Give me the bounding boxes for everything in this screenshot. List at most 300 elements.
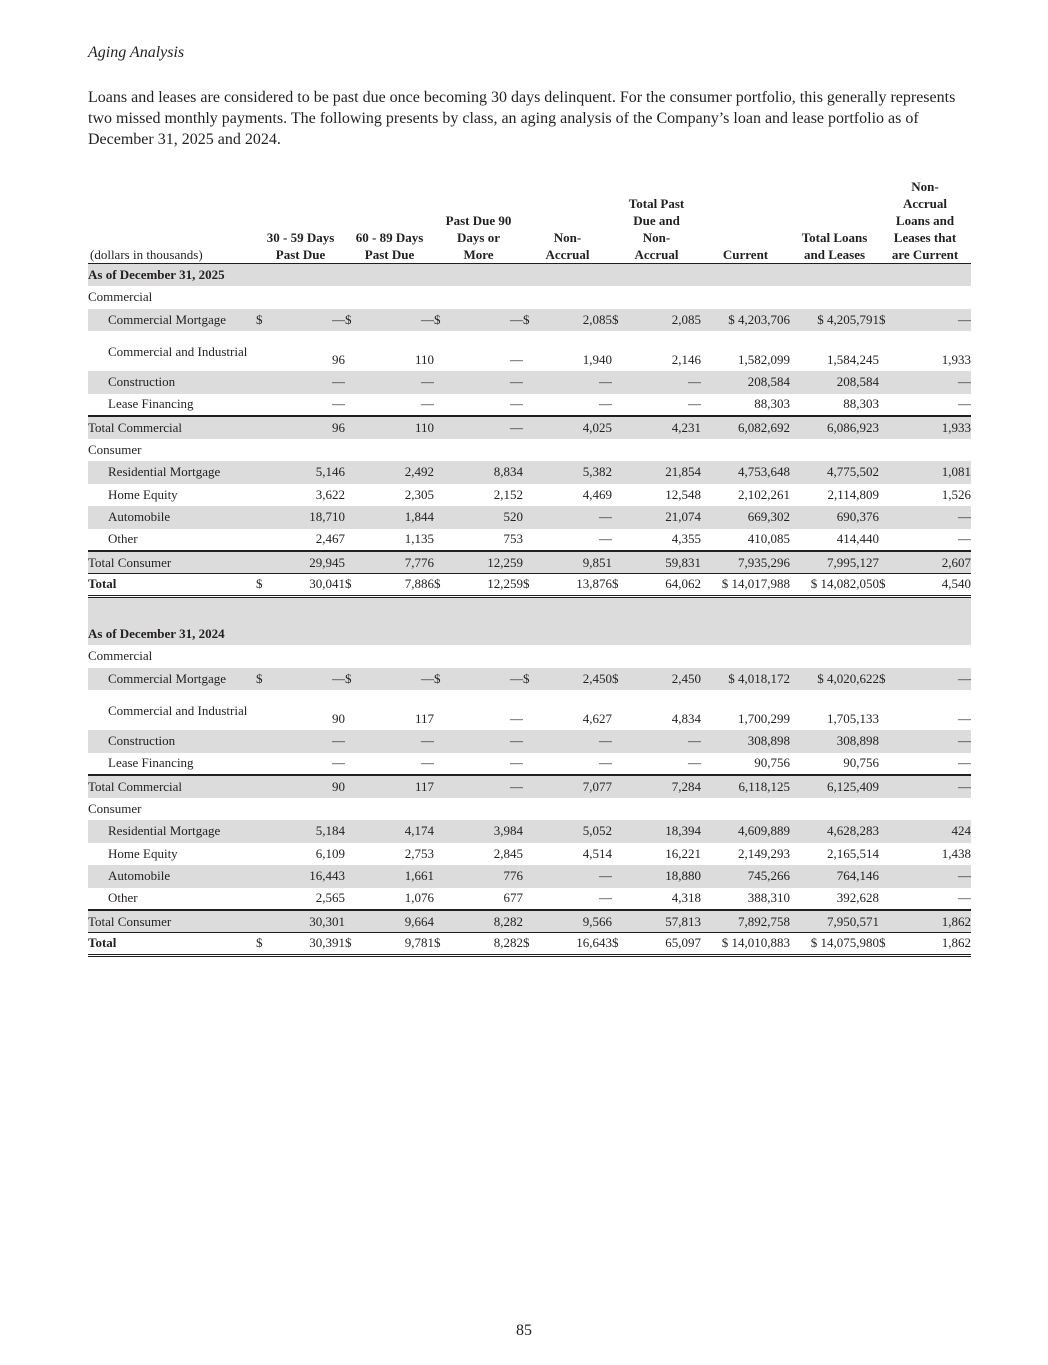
cell-value: 745,266 [701, 865, 790, 888]
currency-sign [345, 484, 363, 507]
row-label: Consumer [88, 441, 142, 457]
cell-value: 1,076 [404, 890, 434, 906]
cell-value: 4,753,648 [701, 461, 790, 484]
cell-value: — [599, 396, 613, 412]
currency-sign [345, 843, 363, 866]
table-row [88, 461, 971, 484]
currency-sign [434, 331, 452, 371]
subtotal-row [88, 775, 971, 798]
cell-value: 57,813 [630, 910, 701, 933]
cell-value: — [274, 309, 345, 332]
currency-sign [612, 529, 630, 552]
currency-sign [612, 331, 630, 371]
cell-value: 5,052 [541, 820, 612, 843]
cell-value: 9,566 [541, 910, 612, 933]
cell-value: — [897, 865, 971, 888]
cell-value: 1,582,099 [738, 352, 791, 367]
cell-value: 90 [332, 711, 345, 726]
currency-sign [434, 529, 452, 552]
row-label: Total Consumer [88, 910, 256, 933]
cell-value: 18,710 [274, 506, 345, 529]
subtotal-row [88, 416, 971, 439]
currency-sign [523, 416, 541, 439]
currency-sign [879, 461, 897, 484]
cell-value: 1,438 [941, 845, 972, 861]
cell-value: — [363, 371, 434, 394]
currency-sign [256, 416, 274, 439]
row-label: Total [88, 574, 256, 597]
currency-sign [879, 730, 897, 753]
currency-sign [523, 753, 541, 776]
currency-sign [523, 394, 541, 417]
currency-sign [256, 865, 274, 888]
cell-value: — [541, 865, 612, 888]
cell-value: — [688, 755, 702, 771]
cell-value: — [958, 755, 972, 771]
currency-sign [345, 529, 363, 552]
cell-value: 16,443 [274, 865, 345, 888]
row-label: Automobile [88, 506, 256, 529]
currency-sign [612, 730, 630, 753]
column-header: Total Loans and Leases [801, 230, 868, 262]
currency-sign [434, 865, 452, 888]
cell-value: 2,152 [493, 486, 523, 502]
table-row [88, 394, 971, 417]
row-label: Total Commercial [88, 416, 256, 439]
currency-sign [434, 551, 452, 574]
cell-value: 96 [274, 416, 345, 439]
table-row [88, 730, 971, 753]
cell-value: 1,933 [897, 416, 971, 439]
table-row [88, 690, 971, 730]
cell-value: 776 [452, 865, 523, 888]
table-row [88, 753, 971, 776]
cell-value: — [452, 730, 523, 753]
cell-value: 1,933 [941, 352, 972, 367]
currency-sign: $ [612, 574, 630, 597]
table-row [88, 506, 971, 529]
cell-value: 90,756 [843, 755, 880, 771]
table-row [88, 484, 971, 507]
cell-value: — [274, 371, 345, 394]
cell-value: 2,149,293 [738, 845, 791, 861]
currency-sign [256, 461, 274, 484]
row-label: Total Consumer [88, 551, 256, 574]
cell-value: 1,700,299 [738, 711, 791, 726]
cell-value: 13,876 [541, 574, 612, 597]
currency-sign: $ [345, 668, 363, 691]
cell-value: 96 [332, 352, 345, 367]
currency-sign [612, 416, 630, 439]
currency-sign: $ [523, 933, 541, 956]
cell-value: 2,607 [897, 551, 971, 574]
cell-value: — [897, 730, 971, 753]
cell-value: — [599, 890, 613, 906]
cell-value: 4,609,889 [701, 820, 790, 843]
page-number: 85 [516, 1322, 532, 1339]
cell-value: $ 4,018,172 [701, 668, 790, 691]
cell-value: — [452, 668, 523, 691]
currency-sign [523, 331, 541, 371]
grand-total-row [88, 574, 971, 597]
cell-value: 1,862 [897, 910, 971, 933]
cell-value: — [274, 668, 345, 691]
cell-value: 3,622 [315, 486, 345, 502]
row-label: Consumer [88, 800, 142, 816]
currency-sign [256, 529, 274, 552]
cell-value: 21,854 [630, 461, 701, 484]
currency-sign [523, 690, 541, 730]
cell-value: $ 14,017,988 [701, 574, 790, 597]
currency-sign [612, 865, 630, 888]
cell-value: 9,664 [363, 910, 434, 933]
cell-value: 9,851 [541, 551, 612, 574]
cell-value: 2,146 [671, 352, 702, 367]
header-row [88, 178, 971, 264]
cell-value: — [688, 396, 702, 412]
cell-value: — [541, 506, 612, 529]
row-label: Lease Financing [108, 396, 194, 412]
cell-value: 1,081 [897, 461, 971, 484]
currency-sign [345, 394, 363, 417]
row-label: Construction [88, 371, 256, 394]
table-row [88, 820, 971, 843]
cell-value: 8,834 [452, 461, 523, 484]
currency-sign [879, 529, 897, 552]
cell-value: 7,950,571 [790, 910, 879, 933]
table-body [88, 264, 971, 956]
cell-value: 2,565 [315, 890, 345, 906]
currency-sign [434, 843, 452, 866]
currency-sign [256, 551, 274, 574]
currency-sign [345, 865, 363, 888]
section-spacer [88, 596, 971, 623]
currency-sign [879, 394, 897, 417]
unit-label: (dollars in thousands) [90, 247, 203, 262]
currency-sign [523, 910, 541, 933]
cell-value: 6,109 [315, 845, 345, 861]
currency-sign [434, 484, 452, 507]
subtotal-row [88, 910, 971, 933]
spacer-cell [88, 596, 971, 623]
cell-value: 5,184 [274, 820, 345, 843]
cell-value: — [363, 730, 434, 753]
currency-sign [345, 371, 363, 394]
column-header: Current [722, 247, 769, 262]
cell-value: — [897, 371, 971, 394]
currency-sign [879, 753, 897, 776]
currency-sign [612, 775, 630, 798]
cell-value: 2,085 [541, 309, 612, 332]
cell-value: 208,584 [790, 371, 879, 394]
cell-value: 7,077 [541, 775, 612, 798]
cell-value: 677 [503, 890, 523, 906]
cell-value: 30,301 [274, 910, 345, 933]
cell-value: — [897, 506, 971, 529]
cell-value: — [274, 730, 345, 753]
currency-sign [345, 730, 363, 753]
cell-value: 8,282 [452, 933, 523, 956]
cell-value: 6,086,923 [790, 416, 879, 439]
cell-value: — [541, 730, 612, 753]
cell-value: 2,114,809 [827, 486, 880, 502]
currency-sign [612, 394, 630, 417]
cell-value: — [363, 309, 434, 332]
cell-value: 4,834 [671, 711, 702, 726]
currency-sign: $ [256, 933, 274, 956]
cell-value: 1,135 [404, 531, 434, 547]
currency-sign [256, 506, 274, 529]
cell-value: 7,776 [363, 551, 434, 574]
cell-value: 1,584,245 [827, 352, 880, 367]
cell-value: 2,305 [404, 486, 434, 502]
cell-value: — [510, 755, 523, 771]
currency-sign [879, 371, 897, 394]
cell-value: 1,940 [582, 352, 613, 367]
currency-sign [256, 690, 274, 730]
group-label [88, 798, 971, 821]
row-label: As of December 31, 2025 [88, 264, 971, 287]
table-row [88, 371, 971, 394]
currency-sign [612, 371, 630, 394]
currency-sign [256, 910, 274, 933]
currency-sign [879, 484, 897, 507]
row-label: Total [88, 933, 256, 956]
table-row [88, 888, 971, 911]
cell-value: 2,450 [541, 668, 612, 691]
currency-sign [612, 551, 630, 574]
cell-value: 65,097 [630, 933, 701, 956]
currency-sign [434, 416, 452, 439]
group-label [88, 645, 971, 668]
cell-value: 4,514 [582, 845, 613, 861]
cell-value: — [958, 890, 972, 906]
row-label: Automobile [88, 865, 256, 888]
currency-sign [256, 775, 274, 798]
cell-value: 5,382 [541, 461, 612, 484]
cell-value: $ 14,082,050 [790, 574, 879, 597]
cell-value: — [363, 668, 434, 691]
cell-value: — [958, 711, 972, 726]
currency-sign [345, 416, 363, 439]
currency-sign [612, 888, 630, 911]
currency-sign [523, 843, 541, 866]
currency-sign [612, 820, 630, 843]
cell-value: 4,775,502 [790, 461, 879, 484]
currency-sign: $ [434, 309, 452, 332]
cell-value: 12,259 [452, 551, 523, 574]
currency-sign [523, 371, 541, 394]
currency-sign: $ [434, 933, 452, 956]
cell-value: 2,450 [630, 668, 701, 691]
cell-value: — [452, 309, 523, 332]
cell-value: 308,898 [701, 730, 790, 753]
currency-sign: $ [434, 668, 452, 691]
cell-value: 90 [274, 775, 345, 798]
row-label: Total Commercial [88, 775, 256, 798]
cell-value: 208,584 [701, 371, 790, 394]
row-label: Commercial Mortgage [88, 309, 256, 332]
cell-value: — [452, 416, 523, 439]
currency-sign: $ [523, 574, 541, 597]
cell-value: 7,886 [363, 574, 434, 597]
cell-value: 6,082,692 [701, 416, 790, 439]
currency-sign: $ [345, 574, 363, 597]
currency-sign: $ [612, 668, 630, 691]
group-label [88, 439, 971, 462]
cell-value: 2,492 [363, 461, 434, 484]
currency-sign: $ [523, 309, 541, 332]
cell-value: 110 [414, 352, 434, 367]
currency-sign [612, 690, 630, 730]
currency-sign [345, 461, 363, 484]
cell-value: 30,041 [274, 574, 345, 597]
currency-sign [523, 461, 541, 484]
currency-sign: $ [879, 309, 897, 332]
currency-sign [612, 484, 630, 507]
currency-sign [434, 753, 452, 776]
currency-sign [434, 394, 452, 417]
cell-value: — [541, 371, 612, 394]
cell-value: 7,892,758 [701, 910, 790, 933]
cell-value: 5,146 [274, 461, 345, 484]
row-label: Residential Mortgage [88, 461, 256, 484]
row-label: Residential Mortgage [88, 820, 256, 843]
row-label: Commercial [88, 289, 153, 305]
currency-sign [434, 910, 452, 933]
currency-sign [345, 753, 363, 776]
cell-value: $ 4,020,622 [790, 668, 879, 691]
currency-sign [523, 865, 541, 888]
cell-value: 2,845 [493, 845, 523, 861]
currency-sign [879, 690, 897, 730]
row-label: Home Equity [108, 486, 178, 502]
currency-sign [523, 820, 541, 843]
cell-value: 2,753 [404, 845, 434, 861]
column-header: 60 - 89 Days Past Due [355, 230, 424, 262]
cell-value: — [421, 396, 434, 412]
intro-paragraph: Loans and leases are considered to be past due once becoming 30 days delinquent. For the consumer portfolio, this generally represents two missed monthly payments. The following presents by class, an aging analysis of the Company’s loan and lease portfolio as of December 31, 2025 and 2024. [88, 89, 956, 148]
currency-sign [345, 551, 363, 574]
currency-sign [523, 506, 541, 529]
currency-sign [879, 416, 897, 439]
cell-value: 1,705,133 [827, 711, 880, 726]
cell-value: 117 [363, 775, 434, 798]
cell-value: 64,062 [630, 574, 701, 597]
cell-value: 88,303 [843, 396, 880, 412]
cell-value: 4,628,283 [790, 820, 879, 843]
cell-value: 410,085 [747, 531, 791, 547]
currency-sign [879, 331, 897, 371]
currency-sign: $ [523, 668, 541, 691]
currency-sign: $ [256, 574, 274, 597]
currency-sign [345, 331, 363, 371]
currency-sign [523, 551, 541, 574]
currency-sign [256, 888, 274, 911]
cell-value: 29,945 [274, 551, 345, 574]
cell-value: 1,862 [897, 933, 971, 956]
currency-sign [434, 690, 452, 730]
currency-sign [879, 910, 897, 933]
cell-value: 4,174 [363, 820, 434, 843]
currency-sign [256, 843, 274, 866]
currency-sign [879, 551, 897, 574]
cell-value: 6,118,125 [701, 775, 790, 798]
currency-sign [612, 461, 630, 484]
currency-sign [345, 820, 363, 843]
cell-value: — [958, 396, 972, 412]
currency-sign [256, 730, 274, 753]
cell-value: 4,540 [897, 574, 971, 597]
cell-value: — [452, 775, 523, 798]
cell-value: 88,303 [754, 396, 791, 412]
currency-sign [612, 910, 630, 933]
currency-sign [879, 888, 897, 911]
column-header: Past Due 90 Days or More [445, 213, 512, 262]
currency-sign [879, 843, 897, 866]
cell-value: 669,302 [701, 506, 790, 529]
cell-value: 18,880 [630, 865, 701, 888]
cell-value: 59,831 [630, 551, 701, 574]
currency-sign [256, 753, 274, 776]
column-header: 30 - 59 Days Past Due [266, 230, 335, 262]
cell-value: 9,781 [363, 933, 434, 956]
currency-sign [345, 775, 363, 798]
section-heading: Aging Analysis [88, 44, 185, 61]
cell-value: 3,984 [452, 820, 523, 843]
currency-sign [256, 484, 274, 507]
currency-sign: $ [256, 309, 274, 332]
cell-value: — [510, 352, 523, 367]
subtotal-row [88, 551, 971, 574]
grand-total-row [88, 933, 971, 956]
cell-value: 7,995,127 [790, 551, 879, 574]
currency-sign [434, 506, 452, 529]
cell-value: — [421, 755, 434, 771]
row-label: Commercial Mortgage [88, 668, 256, 691]
currency-sign: $ [879, 668, 897, 691]
currency-sign: $ [256, 668, 274, 691]
cell-value: $ 4,203,706 [701, 309, 790, 332]
column-header: Total Past Due and Non- Accrual [628, 196, 685, 262]
currency-sign: $ [612, 309, 630, 332]
currency-sign [879, 820, 897, 843]
cell-value: 2,085 [630, 309, 701, 332]
cell-value: 4,025 [541, 416, 612, 439]
currency-sign: $ [879, 574, 897, 597]
table-row [88, 331, 971, 371]
cell-value: 6,125,409 [790, 775, 879, 798]
cell-value: 117 [414, 711, 434, 726]
cell-value: — [897, 775, 971, 798]
table-row [88, 843, 971, 866]
currency-sign [434, 820, 452, 843]
cell-value: 12,548 [665, 486, 702, 502]
currency-sign: $ [345, 933, 363, 956]
section-title [88, 623, 971, 646]
cell-value: 1,526 [941, 486, 972, 502]
currency-sign [345, 910, 363, 933]
row-label: Commercial and Industrial [108, 343, 248, 359]
cell-value: 90,756 [754, 755, 791, 771]
cell-value: — [630, 730, 701, 753]
currency-sign [612, 506, 630, 529]
cell-value: — [452, 371, 523, 394]
row-label: Lease Financing [108, 755, 194, 771]
currency-sign [879, 865, 897, 888]
cell-value: 520 [452, 506, 523, 529]
cell-value: 7,284 [630, 775, 701, 798]
